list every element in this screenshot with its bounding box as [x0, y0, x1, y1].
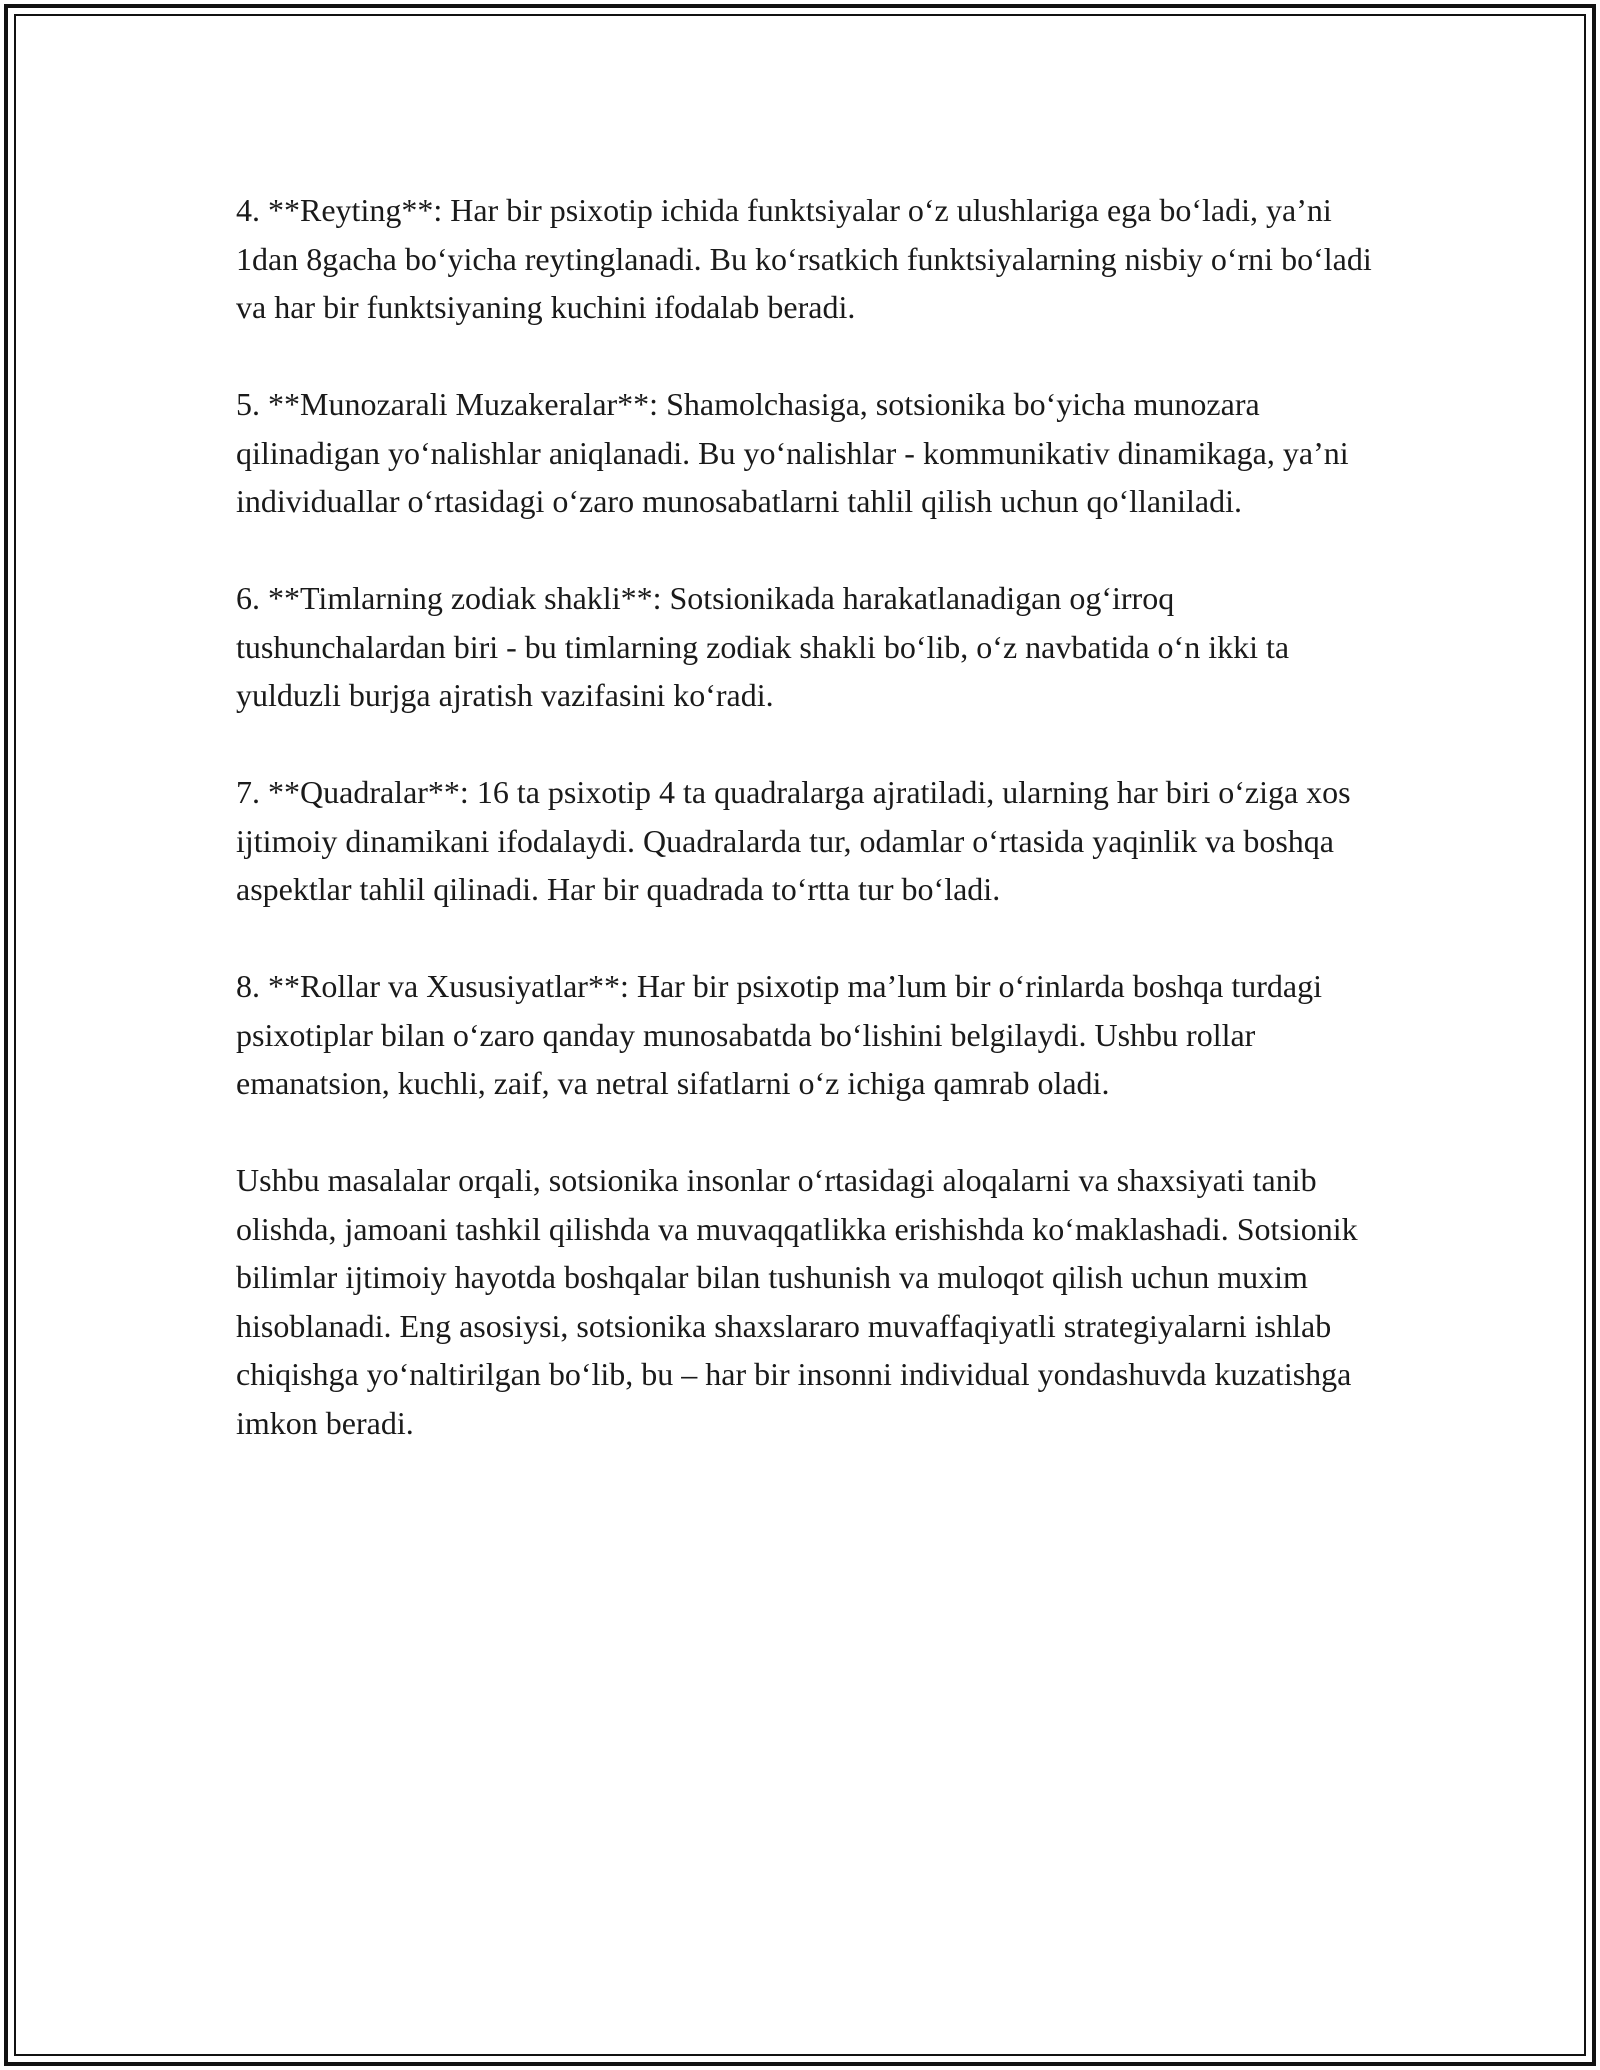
paragraph-rollar-va-xususiyatlar: 8. **Rollar va Xususiyatlar**: Har bir psixotip ma’lum bir o‘rinlarda boshqa turdagi psixotiplar bilan o‘zaro qanday munosabatda bo‘lishini belgilaydi. Ushbu rollar emanatsion, kuchli, zaif, va netral sifatlarni o‘z ichiga qamrab oladi.: [236, 968, 1322, 1101]
paragraph-quadralar: 7. **Quadralar**: 16 ta psixotip 4 ta quadralarga ajratiladi, ularning har biri o‘ziga xos ijtimoiy dinamikani ifodalaydi. Quadralarda tur, odamlar o‘rtasida yaqinlik va boshqa aspektlar tahlil qilinadi. Har bir quadrada to‘rtta tur bo‘ladi.: [236, 774, 1351, 907]
paragraph-munozarali-muzakeralar: 5. **Munozarali Muzakeralar**: Shamolchasiga, sotsionika bo‘yicha munozara qilinadigan yo‘nalishlar aniqlanadi. Bu yo‘nalishlar - kommunikativ dinamikaga, ya’ni individuallar o‘rtasidagi o‘zaro munosabatlarni tahlil qilish uchun qo‘llaniladi.: [236, 386, 1349, 519]
paragraph-conclusion: Ushbu masalalar orqali, sotsionika insonlar o‘rtasidagi aloqalarni va shaxsiyati tanib olishda, jamoani tashkil qilishda va muvaqqatlikka erishishda ko‘maklashadi. Sotsionik bilimlar ijtimoiy hayotda boshqalar bilan tushunish va muloqot qilish uchun muxim hisoblanadi. Eng asosiysi, sotsionika shaxslararo muvaffaqiyatli strategiyalarni ishlab chiqishga yo‘naltirilgan bo‘lib, bu – har bir insonni individual yondashuvda kuzatishga imkon beradi.: [236, 1162, 1358, 1441]
paragraph-timlarning-zodiak-shakli: 6. **Timlarning zodiak shakli**: Sotsionikada harakatlanadigan og‘irroq tushunchalardan biri - bu timlarning zodiak shakli bo‘lib, o‘z navbatida o‘n ikki ta yulduzli burjga ajratish vazifasini ko‘radi.: [236, 580, 1290, 713]
paragraph-reyting: 4. **Reyting**: Har bir psixotip ichida funktsiyalar o‘z ulushlariga ega bo‘ladi, ya’ni 1dan 8gacha bo‘yicha reytinglanadi. Bu ko‘rsatkich funktsiyalarning nisbiy o‘rni bo‘ladi va har bir funktsiyaning kuchini ifodalab beradi.: [236, 192, 1372, 325]
document-body: [236, 186, 1376, 1496]
